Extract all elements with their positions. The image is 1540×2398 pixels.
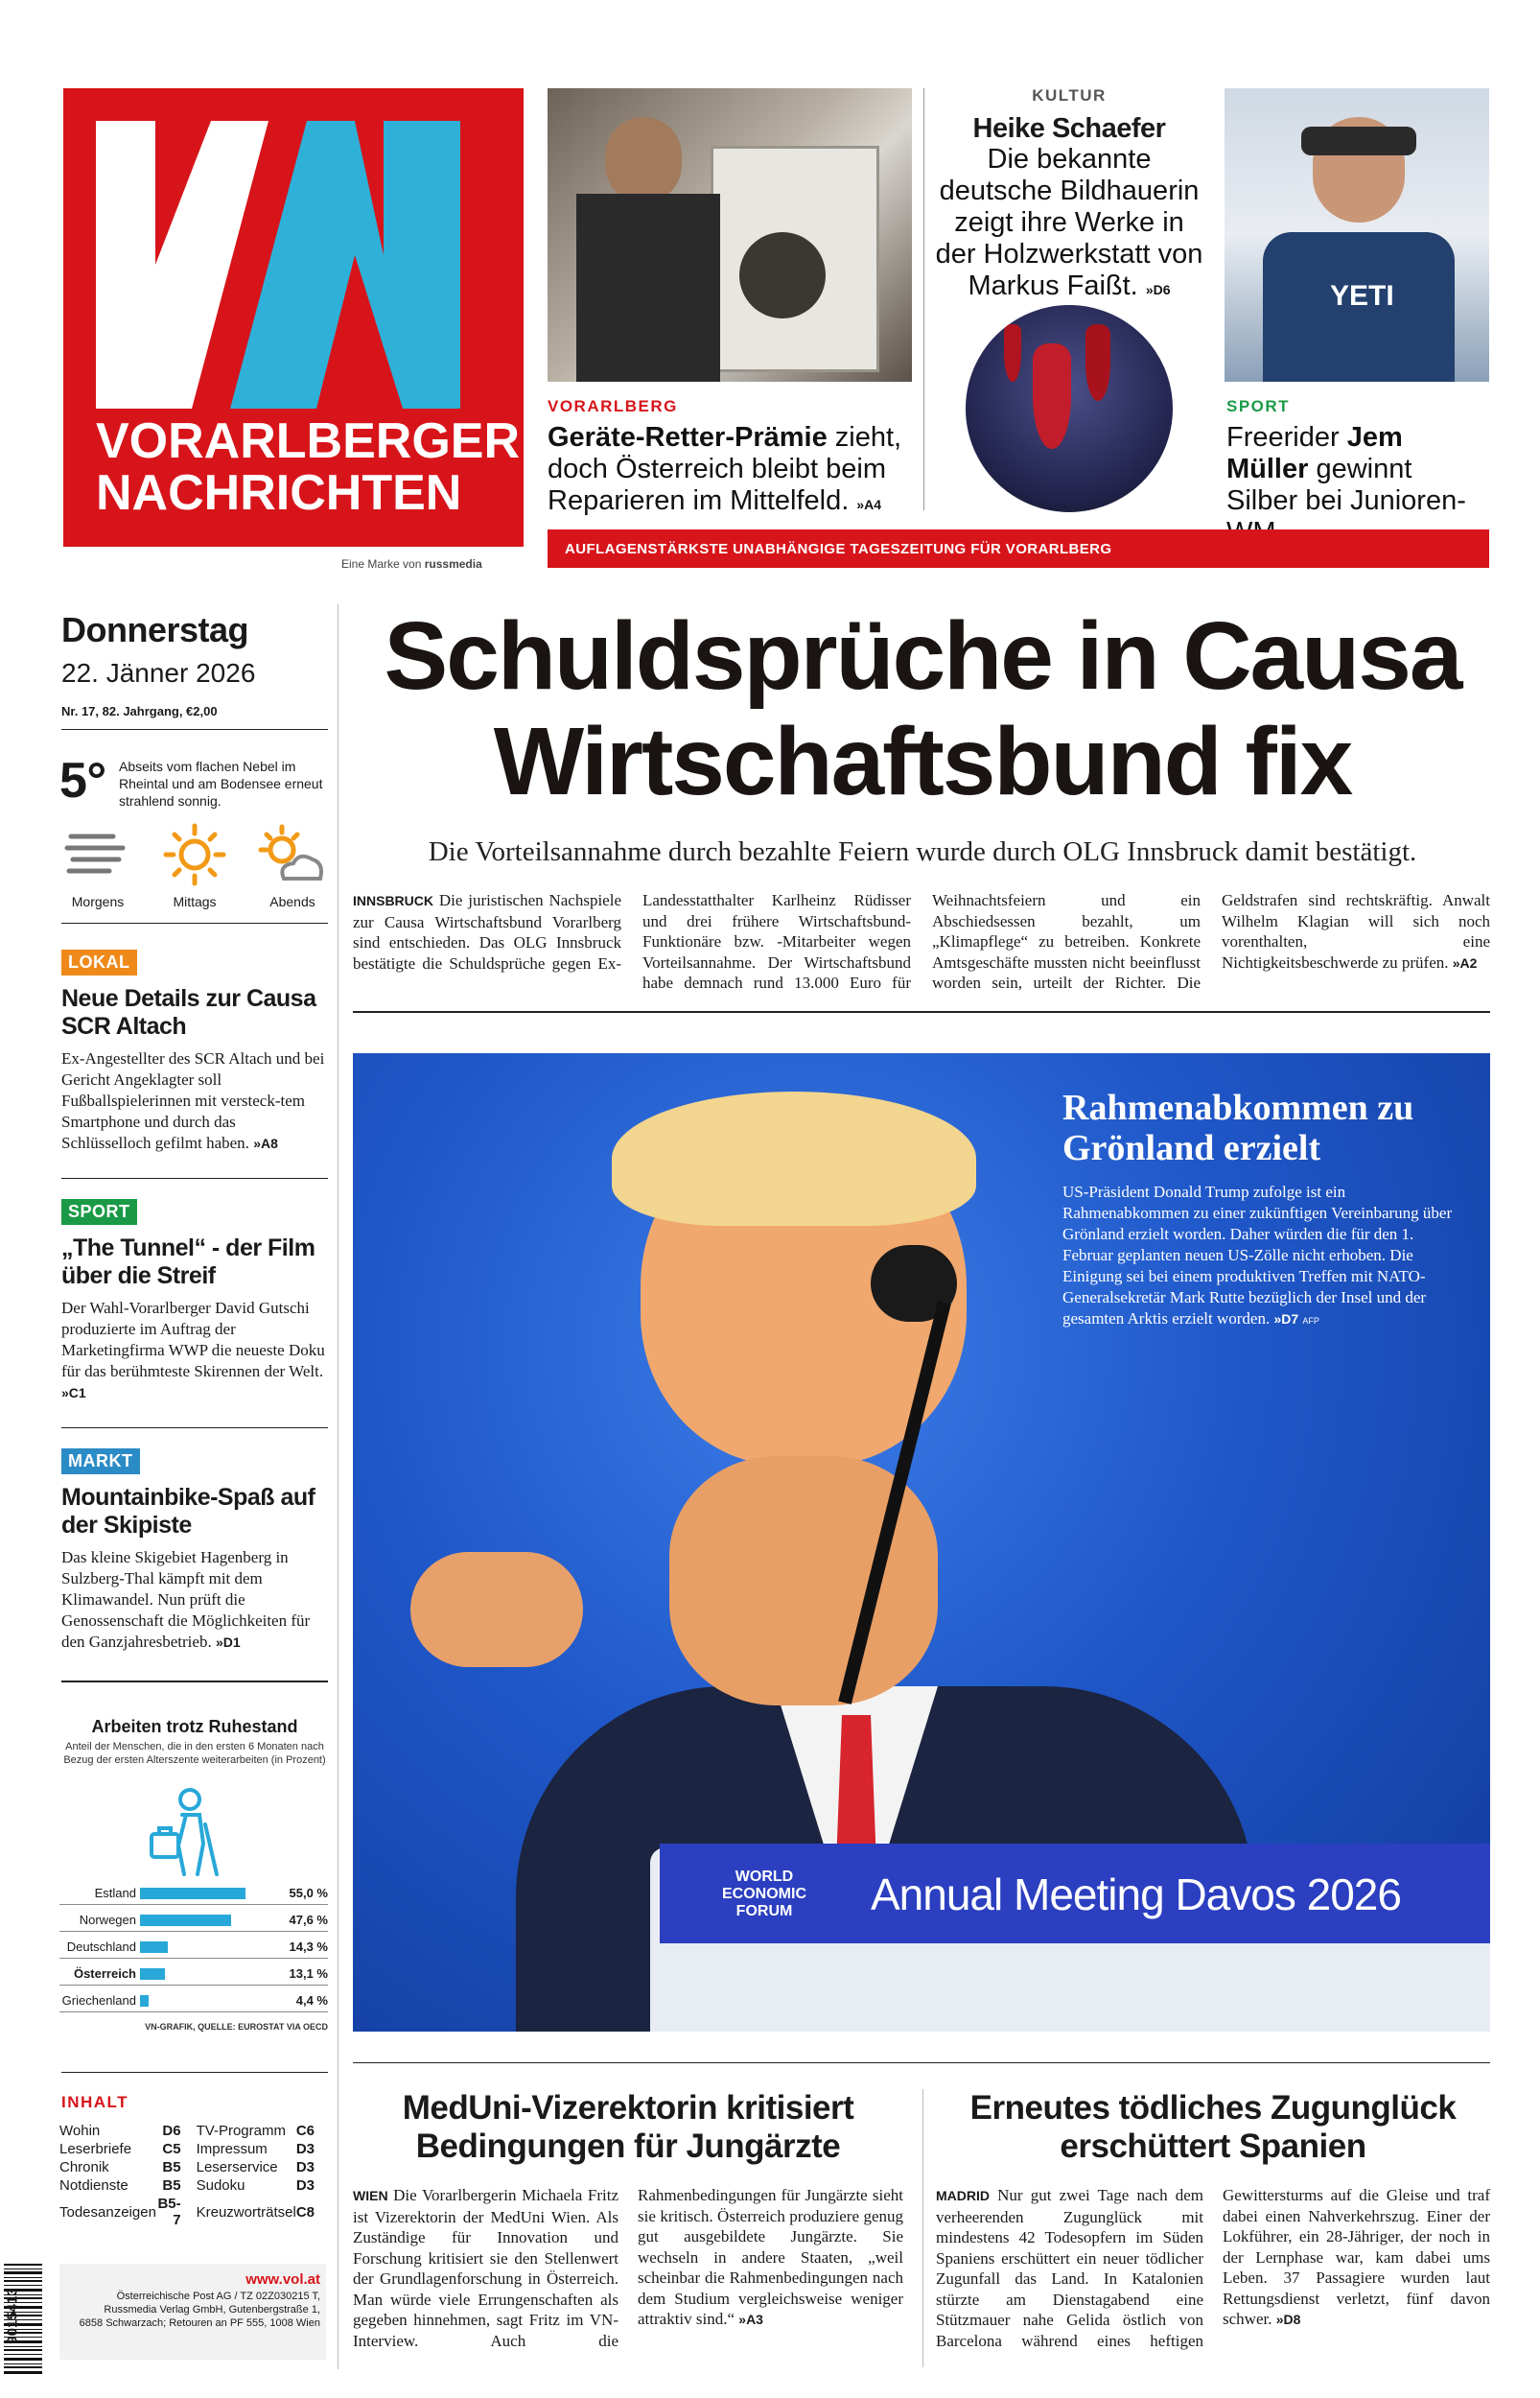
inhalt-page: C8 [295, 2203, 315, 2221]
chart-value-label: 47,6 % [289, 1913, 328, 1927]
weather-temp: 5° [59, 753, 106, 809]
inhalt-section: Chronik [59, 2159, 109, 2175]
teaser-photo-sculpture [966, 305, 1173, 512]
imprint-url[interactable]: www.vol.at [245, 2271, 320, 2288]
divider [61, 729, 328, 730]
headline-body: INNSBRUCK Die juristischen Nachspiele zur Causa Wirtschaftsbund Vorarlberg sind entschieden. Das OLG Innsbruck bestätigte die Schuldsprüche gegen Ex-Landesstatthalter Karlheinz Rüdisser und drei frühere Wirtschaftsbund-Funktionäre bzw. -Mitarbeiter wegen Vorteilsannahme. Der Wirtschaftsbund habe demnach rund 13.000 Euro für Weihnachtsfeiern und ein Abschiedsessen bezahlt, um „Klimapflege“ zu betreiben. Konkrete Amtsgeschäfte mussten nicht beeinflusst worden sein, urteilt der Richter. Die Geldstrafen sind rechtskräftig. Anwalt Wilhelm Klagian will sich noch vorenthalten, eine Nichtigkeitsbeschwerde zu prüfen. »A2 [353, 891, 1490, 992]
chart-row-rule [59, 1931, 328, 1932]
inhalt-section: Wohin [59, 2123, 101, 2139]
vn-logo-mark [96, 121, 491, 409]
chart-title: Arbeiten trotz Ruhestand [91, 1717, 298, 1736]
dateline-weekday: Donnerstag [61, 610, 249, 649]
dateline-issue: Nr. 17, 82. Jahrgang, €2,00 [61, 704, 218, 718]
sidebar-sport[interactable] [61, 1199, 328, 1403]
divider [61, 1178, 328, 1179]
chart-value-label: 14,3 % [289, 1940, 328, 1954]
chart-category-label: Estland [94, 1886, 136, 1900]
inhalt-page: D3 [295, 2159, 315, 2175]
photo-story-title: Rahmenabkommen zu Grönland erzielt [1062, 1088, 1414, 1168]
sidebar-lokal-title: Neue Details zur Causa SCR Altach [61, 985, 316, 1040]
inhalt-row [59, 2122, 330, 2140]
teaser-divider [923, 88, 924, 510]
chart-row [59, 1934, 328, 1959]
inhalt-page: B5-7 [157, 2196, 181, 2228]
inhalt-row [59, 2158, 330, 2176]
teaser-sport-kicker: SPORT [1226, 397, 1291, 415]
inhalt-section: Impressum [196, 2141, 268, 2157]
wef-logo: WORLD ECONOMIC FORUM [722, 1869, 806, 1919]
divider [61, 2072, 328, 2073]
sidebar-lokal[interactable] [61, 950, 328, 1154]
teaser-photo-freerider: YETI [1225, 88, 1489, 382]
retiree-icon [144, 1786, 230, 1876]
inhalt-page: B5 [162, 2177, 181, 2194]
chart-row-rule [59, 1985, 328, 1986]
chart-bar [140, 1968, 165, 1980]
fog-icon [63, 827, 130, 881]
teaser-photo-repair [548, 88, 912, 382]
divider [61, 1427, 328, 1428]
chart-row-rule [59, 1958, 328, 1959]
inhalt-row [59, 2176, 330, 2195]
imprint-text: Österreichische Post AG / TZ 02Z030215 T, Russmedia Verlag GmbH, Gutenbergstraße 1, 6858 Schwarzach; Retouren an PF 555, 1008 Wien [79, 2291, 320, 2329]
bottom-right-body: MADRID Nur gut zwei Tage nach dem verheerenden Zugunglück mit mindestens 42 Todesopfern im Süden Spaniens erschüttert ein neuer tödlicher Zugunfall das Land. In Katalonien stürzte am Dienstagabend eine Stützmauer nahe Gelida östlich von Barcelona während eines heftigen Gewittersturms auf die Gleise und traf dabei einen Nahverkehrszug. Einer der Lokführer, ein 28-Jähriger, der noch in der Lernphase war, kam dabei ums Leben. 37 Passagiere wurden laut Rettungsdienst verletzt, fünf davon schwer. »D8 [936, 2186, 1490, 2350]
headline-subline: Die Vorteilsannahme durch bezahlte Feiern wurde durch OLG Innsbruck damit bestätigt. [428, 836, 1417, 867]
divider [61, 923, 328, 924]
sidebar-markt-title: Mountainbike-Spaß auf der Skipiste [61, 1484, 315, 1539]
inhalt-section: TV-Programm [196, 2123, 286, 2139]
inhalt-page: C6 [295, 2123, 315, 2139]
teaser-vorarlberg-kicker: VORARLBERG [548, 397, 678, 415]
photo-story-text: US-Präsident Donald Trump zufolge ist ein Rahmenabkommen zu einer zukünftigen Vereinbarung über Grönland erzielt worden. Daher würden die für den 1. Februar geplanten neuen US-Zölle nicht erhoben. Die Einigung sei bei einem produktiven Treffen mit NATO-Generalsekretär Mark Rutte bezüglich der Insel und der gesamten Arktis erzielt worden. »D7 AFP [1062, 1183, 1453, 1328]
inhalt-row [59, 2140, 330, 2158]
masthead-logo [63, 88, 524, 547]
sun-cloud-icon [257, 823, 326, 886]
bottom-separator [922, 2089, 923, 2367]
chart-bar [140, 1941, 168, 1953]
russmedia-logo: russmedia [424, 557, 482, 571]
inhalt-page: B5 [162, 2159, 181, 2175]
chart-category-label: Norwegen [79, 1913, 136, 1927]
bottom-left-body: WIEN Die Vorarlbergerin Michaela Fritz ist Vizerektorin der MedUni Wien. Als Zuständige für Innovation und Forschung kritisiert sie den Stellenwert der Grundlagenforschung in Österreich. Man würde viele Errungenschaften als gegeben hinnehmen, sagt Fritz im VN-Interview. Auch die Rahmenbedingungen für Jungärzte sieht sie kritisch. Österreich produziere genug gut ausgebildete Jungärzte. Sie wechseln in andere Staaten, „weil scheinbar die Rahmenbedingungen nach dem Studium vergleichsweise weniger attraktiv sind.“ »A3 [353, 2186, 903, 2350]
divider [61, 1681, 328, 1682]
weather-label-morning: Morgens [71, 894, 125, 909]
weather-label-noon: Mittags [173, 894, 217, 909]
inhalt-page: D3 [295, 2177, 315, 2194]
chart-value-label: 4,4 % [295, 1993, 328, 2008]
chart-row [59, 1961, 328, 1986]
weather-label-evening: Abends [269, 894, 315, 909]
chart-bar [140, 1995, 149, 2007]
masthead-line1: VORARLBERGER [96, 413, 521, 469]
weather-text: Abseits vom flachen Nebel im Rheintal und am Bodensee erneut strahlend sonnig. [119, 759, 323, 809]
chart-row-rule [59, 1904, 328, 1905]
sidebar-lokal-text: Ex-Angestellter des SCR Altach und bei Gericht Angeklagter soll Fußballspielerinnen mit versteck-tem Smartphone und durch das Schlüsselloch gefilmt haben. »A8 [61, 1049, 325, 1152]
headline-line2: Wirtschaftsbund fix [493, 708, 1352, 815]
teaser-sport-text[interactable]: Freerider Jem Müller gewinnt Silber bei Junioren- [1226, 422, 1466, 516]
sidebar-sport-title: „The Tunnel“ - der Film über die Streif [61, 1234, 315, 1289]
sun-icon [163, 823, 226, 886]
chart-row [59, 1880, 328, 1905]
bottom-right-title: Erneutes tödliches Zugunglück erschüttert Spanien [969, 2089, 1457, 2165]
chart-category-label: Österreich [73, 1966, 136, 1981]
inhalt-section: Kreuzworträtsel [196, 2203, 296, 2221]
chart-value-label: 13,1 % [289, 1966, 328, 1981]
tagline-bar [548, 529, 1489, 568]
inhalt-section: Sudoku [196, 2177, 245, 2194]
teaser-kultur-name: Heike Schaefer [972, 113, 1166, 144]
inhalt-section: Leserbriefe [59, 2141, 132, 2157]
chart-bars [59, 1880, 328, 2014]
chart-row-rule [59, 2011, 328, 2012]
inhalt-table [59, 2122, 330, 2229]
chart-bar [140, 1888, 245, 1899]
inhalt-title: INHALT [61, 2093, 129, 2111]
chart-row [59, 1907, 328, 1932]
chart-source: VN-GRAFIK, QUELLE: EUROSTAT VIA OECD [145, 2022, 328, 2032]
imprint-box [59, 2264, 326, 2360]
chart-value-label: 55,0 % [289, 1886, 328, 1900]
sidebar-markt-text: Das kleine Skigebiet Hagenberg in Sulzberg-Thal kämpft mit dem Klimawandel. Nun prüft die Genossenschaft die Möglichkeiten für den Ganzjahresbetrieb. »D1 [61, 1548, 311, 1651]
main-photo-davos [353, 1053, 1490, 2032]
tagline-text: AUFLAGENSTÄRKSTE UNABHÄNGIGE TAGESZEITUNG FÜR VORARLBERG [565, 541, 1112, 557]
chart-row [59, 1987, 328, 2012]
barcode-number: 9015413 [4, 2288, 21, 2344]
chart-subtitle: Anteil der Menschen, die in den ersten 6 Monaten nach Bezug der ersten Alterszente weiterarbeiten (in Prozent) [63, 1741, 326, 1766]
inhalt-section: Notdienste [59, 2177, 128, 2194]
teaser-kultur-text[interactable]: Die bekannte deutsche Bildhauerin zeigt ihre Werke in der Holzwerkstatt von Markus Faißt. »D6 [935, 144, 1203, 301]
brand-note: Eine Marke von russmedia [341, 557, 482, 571]
inhalt-row [59, 2195, 330, 2229]
headline-line1: Schuldsprüche in Causa [384, 602, 1461, 710]
chart-bar [140, 1915, 231, 1926]
teaser-kultur-kicker: KULTUR [1032, 86, 1107, 105]
bottom-left-title: MedUni-Vizerektorin kritisiert Bedingungen für Jungärzte [402, 2089, 854, 2165]
inhalt-page: D3 [295, 2141, 315, 2157]
inhalt-section: Todesanzeigen [59, 2203, 156, 2221]
inhalt-section: Leserservice [196, 2159, 278, 2175]
divider [353, 1011, 1490, 1013]
sidebar-markt[interactable] [61, 1448, 328, 1653]
inhalt-page: C5 [162, 2141, 181, 2157]
dateline-date: 22. Jänner 2026 [61, 658, 256, 688]
label-lokal: LOKAL [61, 950, 137, 976]
teaser-vorarlberg-text[interactable]: Geräte-Retter-Prämie zieht, doch Österreich bleibt beim Reparieren im Mittelfeld. »A4 [548, 422, 902, 516]
sidebar-sport-text: Der Wahl-Vorarlberger David Gutschi produzierte im Auftrag der Marketingfirma WWP die neueste Doku für das berühmteste Skirennen der Welt. »C1 [61, 1299, 325, 1400]
label-sport: SPORT [61, 1199, 137, 1225]
label-markt: MARKT [61, 1448, 140, 1474]
masthead-line2: NACHRICHTEN [96, 465, 462, 521]
podium-text: Annual Meeting Davos 2026 [871, 1869, 1401, 1919]
podium-banner [660, 1844, 1490, 1943]
divider [353, 2062, 1490, 2063]
chart-category-label: Deutschland [66, 1940, 136, 1954]
chart-category-label: Griechenland [61, 1993, 136, 2008]
inhalt-page: D6 [162, 2123, 181, 2139]
